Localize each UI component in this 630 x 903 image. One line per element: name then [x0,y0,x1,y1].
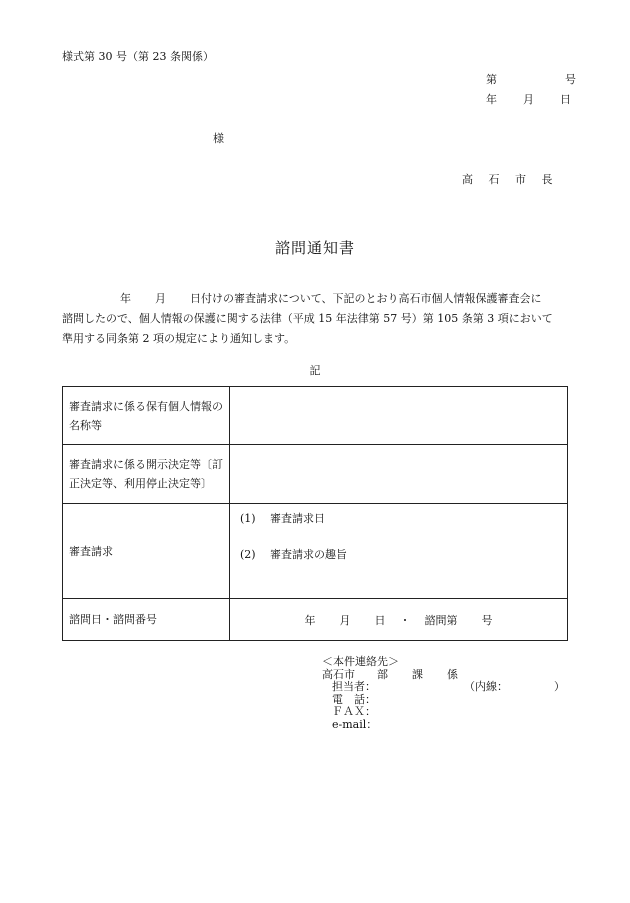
table-row [63,504,568,599]
request-item-date: (1) 審査請求日 [240,512,325,525]
form-number: 様式第 30 号（第 23 条関係） [62,50,214,63]
row-label-personal-info: 審査請求に係る保有個人情報の名称等 [63,387,230,445]
row-value-disclosure-decision [230,445,568,504]
contact-phone: 電 話： [332,692,376,706]
body-year-label: 年 [120,292,131,305]
addressee-suffix: 様 [213,132,224,145]
row-label-disclosure-decision: 審査請求に係る開示決定等〔訂正決定等、利用停止決定等〕 [63,445,230,504]
inquiry-table [62,386,568,641]
row-label-inquiry-date: 諮問日・諮問番号 [63,599,230,641]
body-paragraph [62,289,568,349]
body-line-1 [62,289,568,309]
row-label-request: 審査請求 [63,504,230,599]
document-number-go: 号 [565,73,576,86]
row-value-personal-info [230,387,568,445]
table-row [63,599,568,641]
contact-block [322,656,565,731]
contact-email: e-mail： [332,717,378,731]
contact-dept: 高石市 部 課 係 [322,667,458,681]
table-row [63,445,568,504]
row-value-request [230,504,568,599]
row-value-inquiry-date: 年 月 日 ・ 諮問第 号 [230,599,568,641]
contact-fax: ＦＡＸ： [332,705,376,718]
body-line-3: 準用する同条第 2 項の規定により通知します。 [62,332,296,345]
body-line-1-rest: 日付けの審査請求について、下記のとおり高石市個人情報保護審査会に [190,292,542,305]
document-title: 諮問通知書 [274,239,355,257]
date-month-label: 月 [523,93,534,106]
sender-name: 高 石 市 長 [462,173,559,186]
table-row [63,387,568,445]
contact-heading: ＜本件連絡先＞ [322,655,399,668]
date-year-label: 年 [486,93,497,106]
document-number-dai: 第 [486,73,497,86]
contact-person: 担当者： （内線： ） [332,680,565,693]
date-day-label: 日 [560,93,571,106]
ki-heading: 記 [309,364,321,377]
request-item-purpose: (2) 審査請求の趣旨 [240,548,347,561]
document-number-line [486,71,576,87]
body-line-2: 諮問したので、個人情報の保護に関する法律（平成 15 年法律第 57 号）第 105 条第 3 項において [62,312,553,325]
body-month-label: 月 [155,292,166,305]
document-date-line [486,91,571,107]
